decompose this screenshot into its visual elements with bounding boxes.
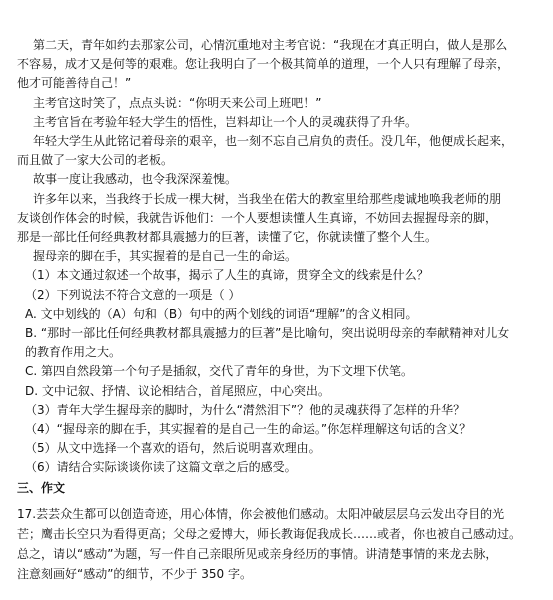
essay-line: 17.芸芸众生都可以创造奇迹，用心体情，你会被他们感动。太阳冲破层层乌云发出夺目的光	[17, 506, 505, 521]
question-line: （3）青年大学生握母亲的脚时，为什么“潸然泪下”？他的灵魂获得了怎样的升华？	[25, 402, 466, 417]
option-line: B. “那时一部比任何经典教材都具震撼力的巨著”是比喻句，突出说明母亲的奉献精神对儿女	[25, 326, 510, 341]
passage-line: 那是一部比任何经典教材都具震撼力的巨著，读懂了它，你就读懂了整个人生。	[17, 230, 438, 245]
option-line: 的教育作用之大。	[25, 345, 122, 360]
question-line: （6）请结合实际谈谈你读了这篇文章之后的感受。	[25, 460, 297, 475]
passage-line: 友谈创作体会的时候，我就告诉他们：一个人要想读懂人生真谛，不妨回去握握母亲的脚，	[17, 210, 498, 225]
option-line: D. 文中记叙、抒情、议论相结合，首尾照应，中心突出。	[25, 383, 330, 398]
passage-line: 许多年以来，当我终于长成一棵大树，当我坐在偌大的教室里给那些虔诚地唤我老师的朋	[33, 191, 502, 206]
passage-line: 握母亲的脚在手，其实握着的是自己一生的命运。	[33, 249, 298, 264]
passage-line: 第二天，青年如约去那家公司，心情沉重地对主考官说：“我现在才真正明白，做人是那么	[33, 38, 508, 52]
passage-line: 主考官旨在考验年轻大学生的悟性，岂料却让一个人的灵魂获得了升华。	[33, 114, 418, 129]
question-line: （4）“握母亲的脚在手，其实握着的是自己一生的命运。”你怎样理解这句话的含义？	[25, 422, 472, 437]
option-line: A. 文中划线的（A）句和（B）句中的两个划线的词语“理解”的含义相同。	[25, 306, 418, 321]
passage-line: 主考官这时笑了，点点头说：“你明天来公司上班吧！”	[33, 95, 322, 110]
passage-line: 他才可能善待自己！”	[17, 76, 132, 91]
essay-line: 总之，请以“感动”为题，写一件自己亲眼所见或亲身经历的事情。讲清楚事情的来龙去脉，	[17, 546, 498, 561]
option-line: C. 第四自然段第一个句子是插叙，交代了青年的身世，为下文埋下伏笔。	[25, 364, 414, 379]
essay-line: 注意刻画好“感动”的细节，不少于 350 字。	[17, 566, 252, 581]
passage-line: 年轻大学生从此铭记着母亲的艰辛，也一刻不忘自己肩负的责任。没几年，他便成长起来，	[33, 134, 514, 149]
passage-line: 而且做了一家大公司的老板。	[17, 153, 174, 168]
question-line: （1）本文通过叙述一个故事，揭示了人生的真谛，贯穿全文的线索是什么？	[25, 268, 429, 283]
passage	[17, 36, 541, 266]
section-heading: 三、作文	[17, 480, 66, 495]
essay-line: 芒；鹰击长空只为看得更高；父母之爱博大，师长教诲促我成长……或者，你也被自己感动过。	[17, 526, 522, 541]
question-line: （2）下列说法不符合文意的一项是（ ）	[25, 287, 241, 302]
question-line: （5）从文中选择一个喜欢的语句，然后说明喜欢理由。	[25, 441, 321, 456]
passage-line: 故事一度让我感动，也令我深深羞愧。	[33, 172, 238, 187]
essay-prompt	[17, 504, 541, 584]
passage-line: 不容易，成才又是何等的艰难。您让我明白了一个极其简单的道理，一个人只有理解了母亲，	[17, 57, 510, 72]
questions	[17, 266, 541, 477]
